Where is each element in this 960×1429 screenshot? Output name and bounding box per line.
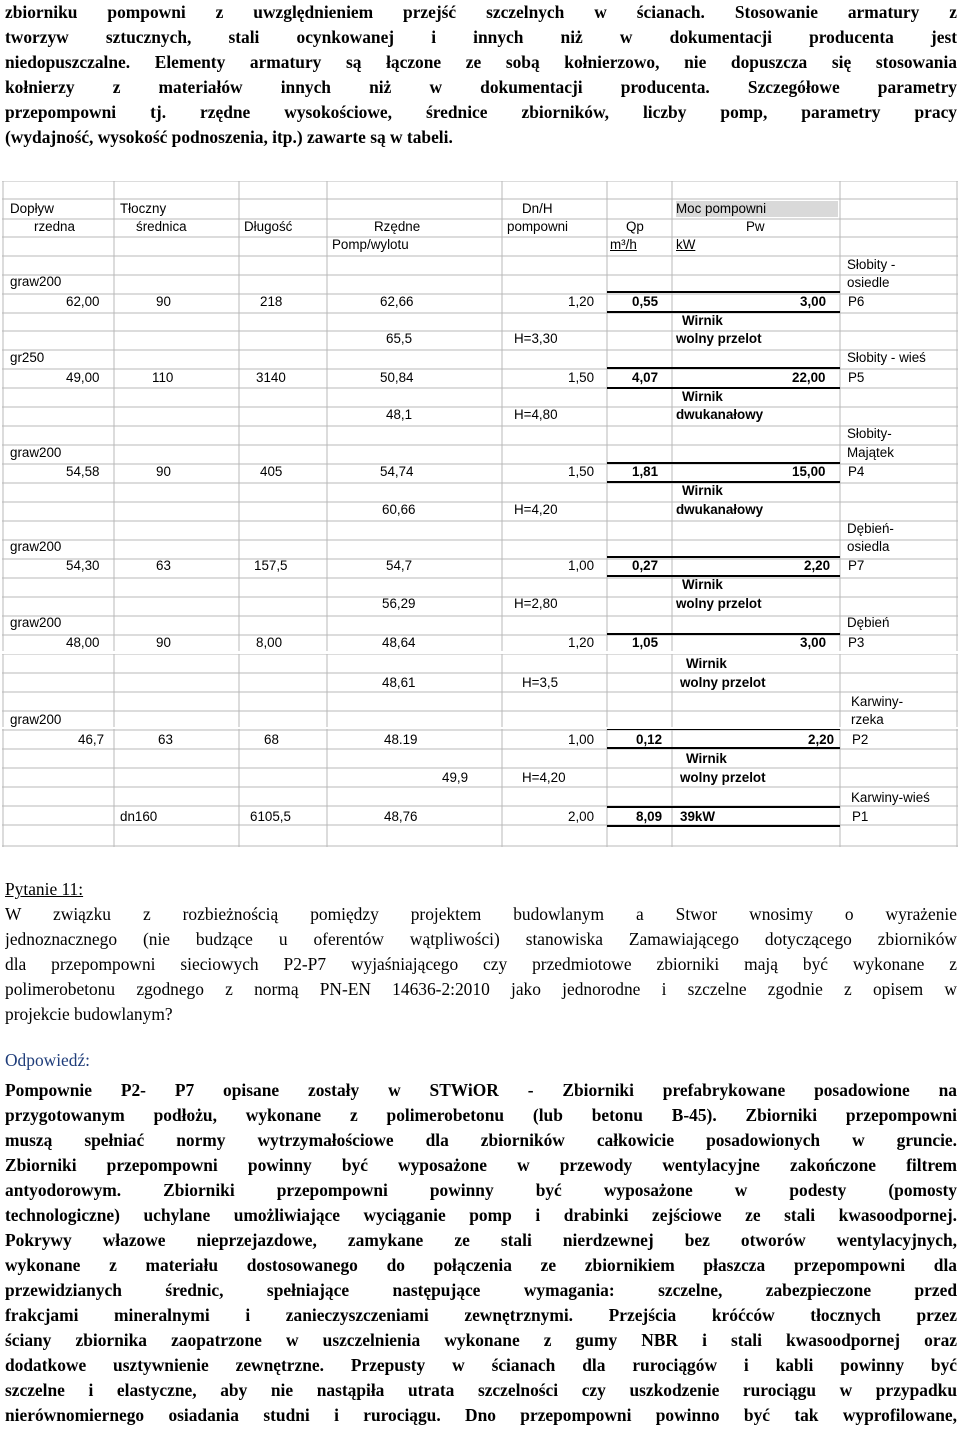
- row-height: H=2,80: [514, 596, 558, 611]
- row-pump-id: P4: [848, 464, 865, 479]
- row-location-2: rzeka: [851, 712, 884, 727]
- row-pipe: gr250: [10, 350, 45, 365]
- row-length: 3140: [256, 370, 286, 385]
- header-power-unit: kW: [676, 237, 696, 252]
- row-dn: 1,20: [568, 635, 595, 650]
- row-pipe: graw200: [10, 712, 62, 727]
- row-impeller: Wirnik: [682, 577, 723, 592]
- row-diameter: 110: [152, 370, 174, 385]
- row-ordinate: 48,64: [382, 635, 416, 650]
- row-impeller: Wirnik: [682, 389, 723, 404]
- row-diameter: 90: [156, 635, 171, 650]
- row-impeller-type: dwukanałowy: [676, 407, 764, 422]
- answer-line: Zbiorniki przepompowni powinny być wyposażone w przewody wentylacyjne zakończone filtrem: [5, 1155, 957, 1175]
- row-impeller-type: wolny przelot: [676, 596, 762, 611]
- header-inflow: Dopływ: [10, 201, 54, 216]
- intro-line: kołnierzy z materiałów innych niż w dokumentacji producenta. Szczegółowe parametry: [5, 77, 957, 97]
- row-location: Karwiny-: [851, 694, 904, 709]
- row-impeller: Wirnik: [682, 483, 723, 498]
- row-dn: 1,50: [568, 464, 595, 479]
- row-impeller: Wirnik: [682, 313, 723, 328]
- row-ordinate: 48.19: [384, 732, 418, 747]
- header-power-sub: Pw: [746, 219, 765, 234]
- row-impeller: Wirnik: [686, 751, 727, 766]
- row-location: Słobity - wieś: [847, 350, 926, 365]
- answer-paragraph: [5, 1078, 957, 1428]
- row-pump-id: P2: [852, 732, 869, 747]
- answer-line: dodatkowe usztywnienie zewnętrzne. Przepusty w ścianach dla rurociągów i kabli powinny być: [5, 1355, 957, 1375]
- header-dn: Dn/H: [522, 201, 553, 216]
- question-line: jednoznacznego (nie budzące u oferentów wątpliwości) stanowiska Zamawiającego dotyczącego zbiorników: [5, 929, 957, 949]
- row-dn: 1,00: [568, 558, 595, 573]
- row-pw: 2,20: [808, 732, 835, 747]
- row-dn: 1,20: [568, 294, 595, 309]
- row-ordinate: 50,84: [380, 370, 414, 385]
- row-impeller-type: wolny przelot: [676, 331, 762, 346]
- row-qp: 8,09: [636, 809, 663, 824]
- row-pump-id: P5: [848, 370, 865, 385]
- row-inflow: 54,58: [66, 464, 100, 479]
- question-line: dla przepompowni sieciowych P2-P7 wyjaśniającego czy przedmiotowe zbiorniki mają być wykonane z: [5, 954, 957, 974]
- question-line: projekcie budowlanym?: [5, 1004, 173, 1024]
- row-qp: 0,55: [632, 294, 659, 309]
- question-label: Pytanie 11:: [5, 879, 84, 899]
- row-ordinate-2: 56,29: [382, 596, 416, 611]
- row-inflow: 62,00: [66, 294, 100, 309]
- question-line: W związku z rozbieżnością pomiędzy projektem budowlanym a Stwor wnosimy o wyrażenie: [5, 904, 957, 924]
- row-ordinate-2: 48,1: [386, 407, 413, 422]
- header-power: Moc pompowni: [676, 201, 838, 217]
- row-pump-id: P7: [848, 558, 865, 573]
- row-pw: 22,00: [792, 370, 826, 385]
- row-inflow: 46,7: [78, 732, 105, 747]
- row-pw: 2,20: [804, 558, 831, 573]
- header-pressure: Tłoczny: [120, 201, 167, 216]
- row-location: Słobity -: [847, 257, 896, 272]
- intro-line: niedopuszczalne. Elementy armatury są łączone ze sobą kołnierzowo, nie dopuszcza się stosowania: [5, 52, 957, 72]
- row-pump-id: P1: [852, 809, 869, 824]
- row-pipe: graw200: [10, 445, 62, 460]
- row-pump-id: P3: [848, 635, 865, 650]
- answer-line: muszą spełniać normy wytrzymałościowe dla zbiorników całkowicie posadowionych w gruncie.: [5, 1130, 957, 1150]
- row-length: 8,00: [256, 635, 283, 650]
- row-pipe: graw200: [10, 539, 62, 554]
- row-ordinate-2: 60,66: [382, 502, 416, 517]
- row-ordinate: 54,74: [380, 464, 414, 479]
- row-diameter: 63: [156, 558, 171, 573]
- answer-line: przygotowanym podłożu, wykonane z polimerobetonu (lub betonu B-45). Zbiorniki przepompowni: [5, 1105, 957, 1125]
- row-qp: 1,05: [632, 635, 659, 650]
- row-qp: 0,27: [632, 558, 659, 573]
- answer-line: nierównomiernego osiadania studni i rurociągu. Dno przepompowni powinno być tak wyprofilowane,: [5, 1405, 957, 1425]
- answer-line: technologiczne) uchylane umożliwiające wyciąganie pomp i drabinki zejściowe ze stali kwasoodpornej.: [5, 1205, 957, 1225]
- row-dn: 2,00: [568, 809, 595, 824]
- header-ordinates: Rzędne: [374, 219, 421, 234]
- row-location-2: osiedle: [847, 275, 890, 290]
- pump-station-table: [2, 181, 958, 847]
- row-diameter: 63: [158, 732, 173, 747]
- row-ordinate-2: 49,9: [442, 770, 469, 785]
- answer-line: antyodorowym. Zbiorniki przepompowni powinny być wyposażone w podesty (pomosty: [5, 1180, 957, 1200]
- header-dn-sub: pompowni: [507, 219, 569, 234]
- intro-paragraph: [5, 0, 957, 150]
- row-location-2: osiedla: [847, 539, 890, 554]
- row-diameter: dn160: [120, 809, 158, 824]
- row-ordinate-2: 48,61: [382, 675, 416, 690]
- answer-line: frakcjami mineralnymi i zanieczyszczeniami zewnętrznymi. Przejścia króćców tłocznych przez: [5, 1305, 957, 1325]
- header-pressure-sub: średnica: [136, 219, 187, 234]
- row-length: 68: [264, 732, 279, 747]
- row-dn: 1,00: [568, 732, 595, 747]
- row-pw: 3,00: [800, 294, 827, 309]
- row-length: 218: [260, 294, 283, 309]
- answer-line: przewidzianych średnic, spełniające następujące wymagania: szczelne, zabezpieczone przed: [5, 1280, 957, 1300]
- row-height: H=3,5: [522, 675, 559, 690]
- intro-line: przepompowni tj. rzędne wysokościowe, średnice zbiorników, liczby pomp, parametry pracy: [5, 102, 957, 122]
- intro-line: tworzyw sztucznych, stali ocynkowanej i innych niż w dokumentacji producenta jest: [5, 27, 957, 47]
- row-impeller: Wirnik: [686, 656, 727, 671]
- row-location: Karwiny-wieś: [851, 790, 930, 805]
- header-ordinates-sub: Pomp/wylotu: [332, 237, 409, 252]
- row-height: H=4,80: [514, 407, 558, 422]
- row-impeller-type: wolny przelot: [680, 675, 766, 690]
- question-line: polimerobetonu zgodnego z normą PN-EN 14636-2:2010 jako jednorodne i szczelne zgodnie z opisem w: [5, 979, 957, 999]
- row-qp: 0,12: [636, 732, 663, 747]
- row-height: H=3,30: [514, 331, 558, 346]
- row-inflow: 48,00: [66, 635, 100, 650]
- row-pw: 39kW: [680, 809, 715, 824]
- row-qp: 4,07: [632, 370, 659, 385]
- row-ordinate: 62,66: [380, 294, 414, 309]
- row-location: Słobity-: [847, 426, 892, 441]
- row-impeller-type: wolny przelot: [680, 770, 766, 785]
- row-location: Dębień-: [847, 521, 894, 536]
- row-pw: 3,00: [800, 635, 827, 650]
- answer-line: wykonane z materiału dostosowanego do połączenia ze zbiornikiem płaszcza przepompowni dla: [5, 1255, 957, 1275]
- row-height: H=4,20: [522, 770, 566, 785]
- row-ordinate: 54,7: [386, 558, 413, 573]
- answer-label: Odpowiedź:: [5, 1050, 91, 1070]
- header-qp: Qp: [626, 219, 644, 234]
- answer-line: szczelne i elastyczne, aby nie nastąpiła utrata szczelności czy uszkodzenie rurociągu w przypadku: [5, 1380, 957, 1400]
- row-impeller-type: dwukanałowy: [676, 502, 764, 517]
- header-length: Długość: [244, 219, 293, 234]
- intro-line: (wydajność, wysokość podnoszenia, itp.) zawarte są w tabeli.: [5, 127, 453, 147]
- header-qp-unit: m³/h: [610, 237, 637, 252]
- row-ordinate: 48,76: [384, 809, 418, 824]
- row-pipe: graw200: [10, 274, 62, 289]
- row-qp: 1,81: [632, 464, 659, 479]
- row-pw: 15,00: [792, 464, 826, 479]
- answer-line: Pompownie P2- P7 opisane zostały w STWiOR - Zbiorniki prefabrykowane posadowione na: [5, 1080, 957, 1100]
- row-length: 405: [260, 464, 283, 479]
- row-ordinate-2: 65,5: [386, 331, 413, 346]
- row-diameter: 90: [156, 464, 171, 479]
- row-diameter: 90: [156, 294, 171, 309]
- row-inflow: 54,30: [66, 558, 100, 573]
- row-length: 6105,5: [250, 809, 291, 824]
- row-location: Dębień: [847, 615, 890, 630]
- answer-line: Pokrywy włazowe nieprzejazdowe, zamykane ze stali nierdzewnej bez otworów wentylacyjnych,: [5, 1230, 957, 1250]
- header-inflow-sub: rzedna: [34, 219, 75, 234]
- row-height: H=4,20: [514, 502, 558, 517]
- row-pump-id: P6: [848, 294, 865, 309]
- answer-line: ściany zbiornika zaopatrzone w uszczelnienia wykonane z gumy NBR i stali kwasoodpornej oraz: [5, 1330, 957, 1350]
- row-pipe: graw200: [10, 615, 62, 630]
- question-paragraph: [5, 902, 957, 1027]
- row-dn: 1,50: [568, 370, 595, 385]
- row-location-2: Majątek: [847, 445, 894, 460]
- row-length: 157,5: [254, 558, 288, 573]
- row-inflow: 49,00: [66, 370, 100, 385]
- intro-line: zbiorniku pompowni z uwzględnieniem przejść szczelnych w ścianach. Stosowanie armatury z: [5, 2, 957, 22]
